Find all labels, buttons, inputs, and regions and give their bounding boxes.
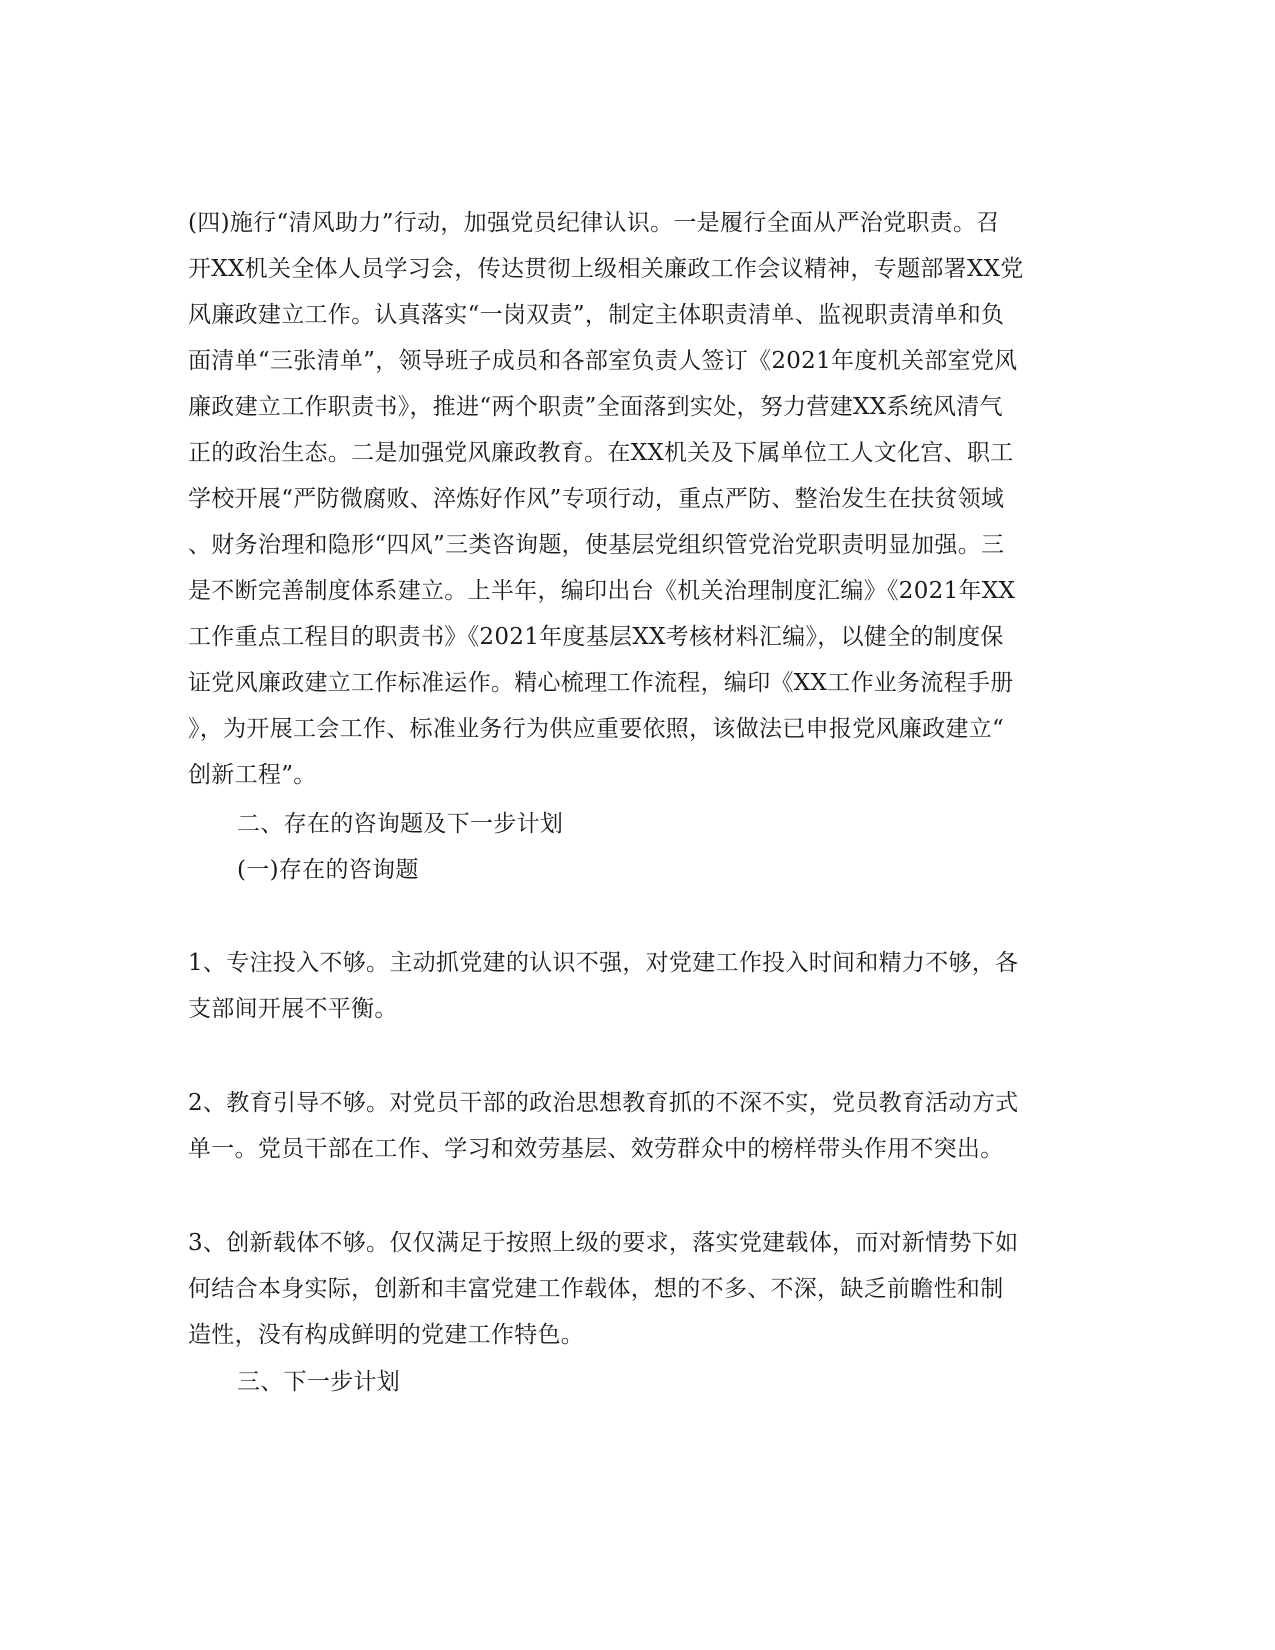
paragraph-line: 工作重点工程目的职责书》《2021年度基层XX考核材料汇编》，以健全的制度保	[188, 624, 1004, 650]
paragraph-line: 廉政建立工作职责书》，推进“两个职责”全面落到实处，努力营建XX系统风清气	[188, 394, 1003, 420]
list-item-line: 1、专注投入不够。主动抓党建的认识不强，对党建工作投入时间和精力不够，各	[188, 950, 1019, 976]
paragraph-line: 创新工程”。	[188, 762, 317, 788]
list-item-line: 支部间开展不平衡。	[188, 996, 398, 1022]
paragraph-line: 面清单“三张清单”，领导班子成员和各部室负责人签订《2021年度机关部室党风	[188, 348, 1018, 374]
section-heading-next-steps: 三、下一步计划	[237, 1369, 401, 1395]
paragraph-line: 是不断完善制度体系建立。上半年，编印出台《机关治理制度汇编》《2021年XX	[188, 578, 1016, 604]
list-item-line: 3、创新载体不够。仅仅满足于按照上级的要求，落实党建载体，而对新情势下如	[188, 1230, 1019, 1256]
paragraph-line: 风廉政建立工作。认真落实“一岗双责”，制定主体职责清单、监视职责清单和负	[188, 302, 1005, 328]
paragraph-line: 学校开展“严防微腐败、淬炼好作风”专项行动，重点严防、整治发生在扶贫领域	[188, 486, 1005, 512]
paragraph-line: 证党风廉政建立工作标准运作。精心梳理工作流程，编印《XX工作业务流程手册	[188, 670, 1014, 696]
list-item-line: 何结合本身实际，创新和丰富党建工作载体，想的不多、不深，缺乏前瞻性和制	[188, 1276, 1004, 1302]
subsection-heading-problems: (一)存在的咨询题	[237, 857, 419, 883]
paragraph-line: 》，为开展工会工作、标准业务行为供应重要依照，该做法已申报党风廉政建立“	[188, 716, 1005, 742]
paragraph-line: 、财务治理和隐形“四风”三类咨询题，使基层党组织管党治党职责明显加强。三	[188, 532, 1005, 558]
list-item-line: 2、教育引导不够。对党员干部的政治思想教育抓的不深不实，党员教育活动方式	[188, 1090, 1019, 1116]
paragraph-line: (四)施行“清风助力”行动，加强党员纪律认识。一是履行全面从严治党职责。召	[188, 210, 1000, 236]
paragraph-line: 开XX机关全体人员学习会，传达贯彻上级相关廉政工作会议精神，专题部署XX党	[188, 256, 1024, 282]
list-item-line: 单一。党员干部在工作、学习和效劳基层、效劳群众中的榜样带头作用不突出。	[188, 1136, 1004, 1162]
paragraph-line: 正的政治生态。二是加强党风廉政教育。在XX机关及下属单位工人文化宫、职工	[188, 440, 1014, 466]
list-item-line: 造性，没有构成鲜明的党建工作特色。	[188, 1322, 585, 1348]
section-heading-problems: 二、存在的咨询题及下一步计划	[237, 811, 564, 837]
